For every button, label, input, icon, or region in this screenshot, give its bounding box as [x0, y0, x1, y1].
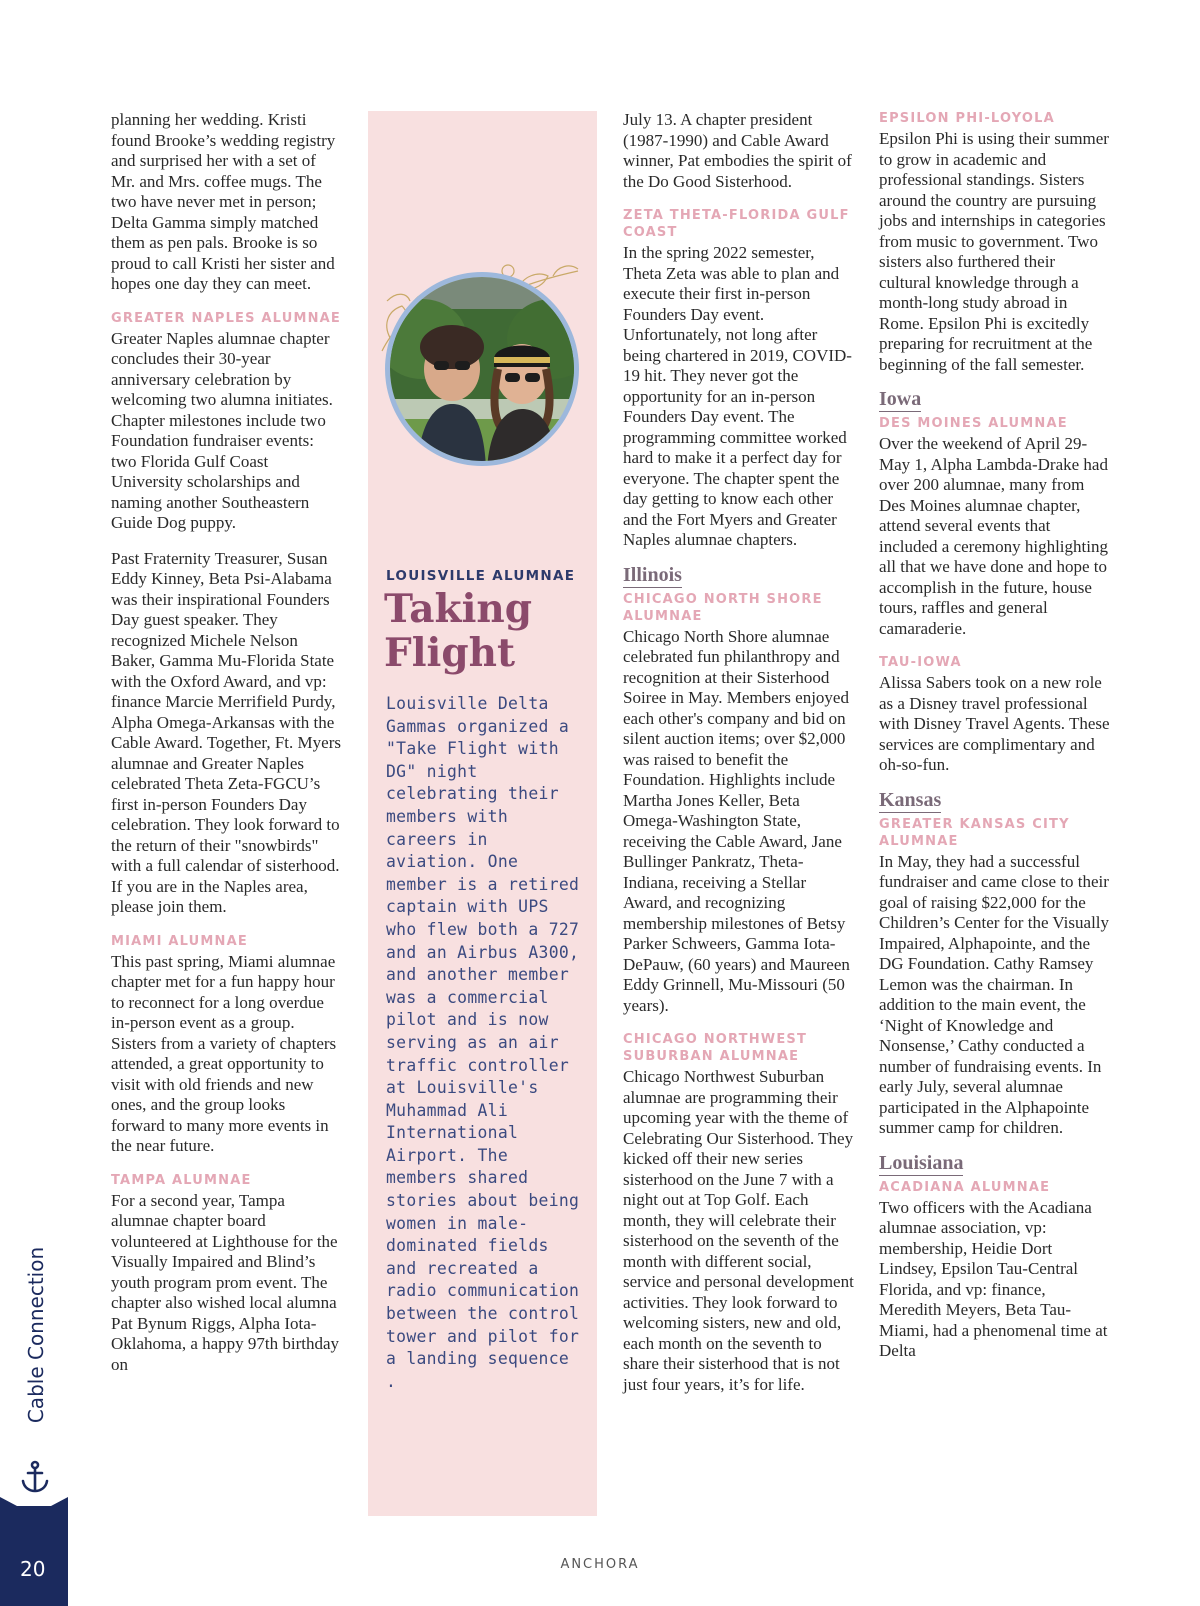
article-paragraph: Chicago North Shore alumnae celebrated fun philanthropy and recognition at their Sisterhood Soiree in May. Members enjoyed each other's company and bid on silent auction items; over $2,000 was raised to benefit the Foundation. Highlights include Martha Jones Keller, Beta Omega-Washington State, receiving the Cable Award, Jane Bullinger Pankratz, Theta-Indiana, receiving a Stellar Award, and recognizing membership milestones of Betsy Parker Schweers, Gamma Iota-DePauw, (60 years) and Maureen Eddy Grinnell, Mu-Missouri (50 years). — [623, 626, 850, 1015]
louisville-sidebar — [368, 111, 597, 1516]
publication-footer: ANCHORA — [560, 1557, 640, 1572]
sidebar-body: Louisville Delta Gammas organized a "Take Flight with DG" night celebrating their members with careers in aviation. One member is a retired captain with UPS who flew both a 727 and an Airbus A300, and another member was a commercial pilot and is now serving as an air traffic controller at Louisville's Muhammad Ali International Airport. The members shared stories about being women in male-dominated fields and recreated a radio communication between the control tower and pilot for a landing sequence . — [386, 694, 580, 1391]
article-paragraph: This past spring, Miami alumnae chapter met for a fun happy hour to reconnect for a long overdue in-person event as a group. Sisters from a variety of chapters attended, a great opportunity to visit with old friends and new ones, and the group looks forward to many more events in the near future. — [111, 951, 337, 1155]
section-heading-zeta-theta: ZETA THETA-FLORIDA GULF COAST — [623, 208, 850, 240]
article-paragraph: For a second year, Tampa alumnae chapter board volunteered at Lighthouse for the Visually Impaired and Blind’s youth program prom event. The chapter also wished local alumna Pat Bynum Riggs, Alpha Iota-Oklahoma, a happy 97th birthday on — [111, 1190, 340, 1374]
article-paragraph: Chicago Northwest Suburban alumnae are programming their upcoming year with the theme of Celebrating Our Sisterhood. They kicked off their new series sisterhood on the June 7 with a night out at Top Golf. Each month, they will celebrate their sisterhood on the seventh of the month with different social, service and personal development activities. They look forward to welcoming sisters, new and old, each month on the seventh to share their sisterhood that is not just four years, it’s for life. — [623, 1067, 854, 1394]
article-paragraph: In the spring 2022 semester, Theta Zeta was able to plan and execute their first in-person Founders Day event. Unfortunately, not long after being chartered in 2019, COVID-19 hit. They never got the opportunity for an in-person Founders Day event. The programming committee worked hard to make it a perfect day for everyone. The chapter spent the day getting to know each other and the Fort Myers and Greater Naples alumnae chapters. — [623, 243, 852, 549]
article-paragraph: Alissa Sabers took on a new role as a Disney travel professional with Disney Travel Agents. These services are complimentary and oh-so-fun. — [879, 673, 1110, 774]
article-paragraph: planning her wedding. Kristi found Brooke’s wedding registry and surprised her with a set of Mr. and Mrs. coffee mugs. The two have never met in person; Delta Gamma simply matched them as pen pals. Brooke is so proud to call Kristi her sister and hopes one day they can meet. — [111, 110, 336, 293]
sidebar-kicker: LOUISVILLE ALUMNAE — [386, 568, 576, 584]
sidebar-title: Taking Flight — [384, 586, 533, 676]
section-vertical-label: Cable Connection — [24, 1246, 48, 1424]
section-heading-acadiana: ACADIANA ALUMNAE — [879, 1179, 1051, 1195]
column-3 — [623, 110, 855, 1410]
column-4 — [879, 110, 1111, 1377]
article-paragraph: July 13. A chapter president (1987-1990) and Cable Award winner, Pat embodies the spirit of the Do Good Sisterhood. — [623, 110, 852, 191]
section-heading-chicago-north-shore: CHICAGO NORTH SHORE ALUMNAE — [623, 591, 823, 624]
column-1 — [111, 110, 343, 1390]
article-paragraph: In May, they had a successful fundraiser and came close to their goal of raising $22,000 for the Children’s Center for the Visually Impaired, Alphapointe, and the DG Foundation. Cathy Ramsey Lemon was the chairman. In addition to the main event, the ‘Night of Knowledge and Nonsense,’ Cathy conducted a number of fundraising events. In early July, several alumnae participated in the Alphapointe summer camp for children. — [879, 851, 1110, 1137]
article-paragraph: Two officers with the Acadiana alumnae association, vp: membership, Heidie Dort Lindsey, Epsilon Tau-Central Florida, and vp: finance, Meredith Meyers, Beta Tau-Miami, had a phenomenal time at Delta — [879, 1197, 1108, 1360]
state-heading-louisiana: Louisiana — [879, 1151, 964, 1174]
article-paragraph: Greater Naples alumnae chapter concludes their 30-year anniversary celebration by welcoming two alumna initiates. Chapter milestones include two Foundation fundraiser events: two Florida Gulf Coast University scholarships and naming another Southeastern Guide Dog puppy. — [111, 328, 333, 532]
article-paragraph: Past Fraternity Treasurer, Susan Eddy Kinney, Beta Psi-Alabama was their inspirational Founders Day guest speaker. They recognized Michele Nelson Baker, Gamma Mu-Florida State with the Oxford Award, and vp: finance Marcie Merrifield Purdy, Alpha Omega-Arkansas with the Cable Award. Together, Ft. Myers alumnae and Greater Naples celebrated Theta Zeta-FGCU’s first in-person Founders Day celebration. They look forward to the return of their "snowbirds" with a full calendar of sisterhood. If you are in the Naples area, please join them. — [111, 548, 341, 916]
anchor-icon — [18, 1460, 52, 1494]
member-photo — [382, 269, 582, 469]
section-heading-epsilon-phi: EPSILON PHI-LOYOLA — [879, 111, 1055, 126]
section-heading-miami: MIAMI ALUMNAE — [111, 933, 248, 949]
section-heading-tampa: TAMPA ALUMNAE — [111, 1172, 252, 1188]
state-heading-iowa: Iowa — [879, 388, 922, 410]
section-heading-greater-naples: GREATER NAPLES ALUMNAE — [111, 310, 342, 326]
section-heading-chicago-northwest: CHICAGO NORTHWEST SUBURBAN ALUMNAE — [623, 1032, 808, 1064]
page-number: 20 — [20, 1557, 46, 1581]
page-number-tab — [0, 1506, 68, 1606]
section-heading-tau-iowa: TAU-IOWA — [879, 655, 962, 670]
section-heading-des-moines: DES MOINES ALUMNAE — [879, 416, 1068, 431]
state-heading-kansas: Kansas — [879, 788, 942, 811]
article-paragraph: Over the weekend of April 29-May 1, Alpha Lambda-Drake had over 200 alumnae, many from Des Moines alumnae chapter, attend several events that included a ceremony highlighting all that we have done and hope to accomplish in the future, house tours, raffles and general camaraderie. — [879, 434, 1108, 638]
state-heading-illinois: Illinois — [623, 563, 682, 586]
section-heading-greater-kansas-city: GREATER KANSAS CITY ALUMNAE — [879, 816, 1070, 849]
article-paragraph: Epsilon Phi is using their summer to grow in academic and professional standings. Sisters around the country are pursuing jobs and internships in categories from music to government. Two sisters also furthered their cultural knowledge through a month-long study abroad in Rome. Epsilon Phi is excitedly preparing for recruitment at the beginning of the fall semester. — [879, 129, 1109, 374]
